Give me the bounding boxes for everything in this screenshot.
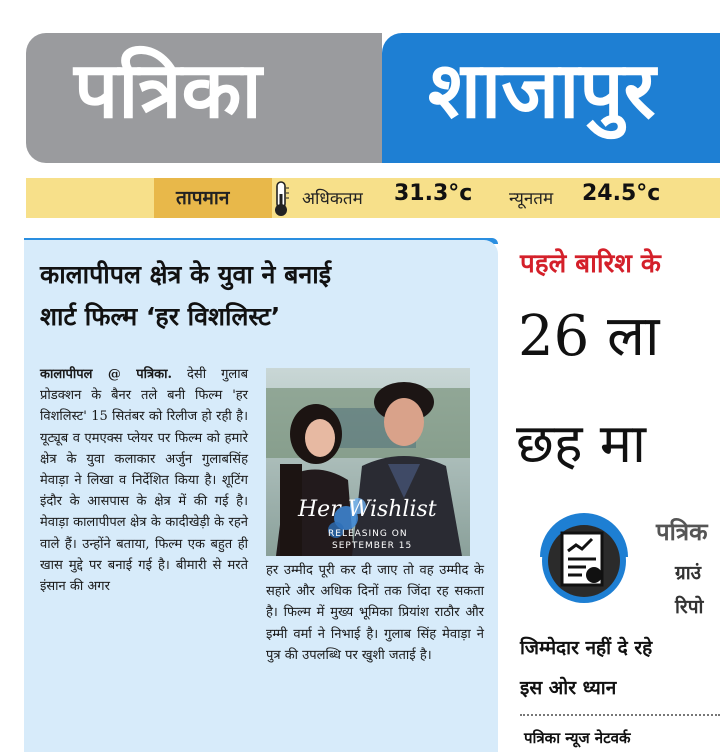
headline-line-2: शार्ट फिल्म ‘हर विशलिस्ट’ [40,302,281,331]
max-temp-value: 31.3°c [394,181,473,206]
paper-name: पत्रिका [74,46,262,136]
report-document-icon [520,507,648,607]
poster-release-line-1: RELEASING ON [328,529,408,539]
sidebar-ground-report [675,556,703,624]
sidebar-big-headline-1: 26 ला [518,304,660,369]
sidebar-big-headline-2: छह मा [516,412,646,475]
article-headline [40,254,490,338]
article-body-1: देसी गुलाब प्रोडक्शन के बैनर तले बनी फिल्म 'हर विशलिस्ट' 15 सितंबर को रिलीज हो रही है। यूट्यूब व एमएक्स प्लेयर पर फिल्म को हमारे क्षेत्र के युवा कलाकार अर्जुन गुलाबसिंह मेवाड़ा ने लिखा व निर्देशित किया है। शूटिंग इंदौर के आसपास के क्षेत्र में की गई है। मेवाड़ा कालापीपल क्षेत्र के कादीखेड़ी के रहने वाले हैं। उन्होंने बताया, फिल्म एक बहुत ही खास मुद्दे पर बनाई गई है। बीमारी से मरते इंसान की अगर [40,367,248,595]
masthead-paper-block [26,33,382,163]
film-poster-photo [266,368,470,556]
ground-line-1: ग्राउं [675,562,702,584]
article-box [24,240,498,752]
film-poster-image [266,368,470,556]
temperature-bar [26,178,720,218]
city-name: शाजापुर [428,46,656,136]
article-dateline: कालापीपल @ पत्रिका. [40,367,173,382]
min-temp-value: 24.5°c [582,181,661,206]
min-temp-label: न्यूनतम [509,189,554,209]
masthead-city-block [382,33,720,163]
ground-line-2: रिपो [675,596,704,618]
poster-title: Her Wishlist [298,497,437,522]
subheadline-line-2: इस ओर ध्यान [520,677,617,699]
sidebar-brand: पत्रिक [656,518,708,546]
sidebar-subheadline [520,628,652,708]
temperature-label: तापमान [176,187,230,209]
headline-line-1: कालापीपल क्षेत्र के युवा ने बनाई [40,260,332,289]
sidebar-divider [520,714,720,716]
article-body-2: हर उम्मीद पूरी कर दी जाए तो वह उम्मीद के सहारे और अधिक दिनों तक जिंदा रह सकता है। फिल्म में मुख्य भूमिका प्रियांश राठौर और इम्मी वर्मा ने निभाई है। गुलाब सिंह मेवाड़ा ने पुत्र की उपलब्धि पर खुशी जताई है। [266,563,484,663]
sidebar-byline: पत्रिका न्यूज नेटवर्क [524,729,631,747]
article-column-2 [266,560,484,666]
article-column-1 [40,364,248,597]
max-temp-label: अधिकतम [302,189,363,209]
subheadline-line-1: जिम्मेदार नहीं दे रहे [520,637,653,659]
sidebar-kicker: पहले बारिश के [520,249,661,279]
thermometer-icon [271,180,291,218]
poster-release-line-2: SEPTEMBER 15 [332,541,413,551]
